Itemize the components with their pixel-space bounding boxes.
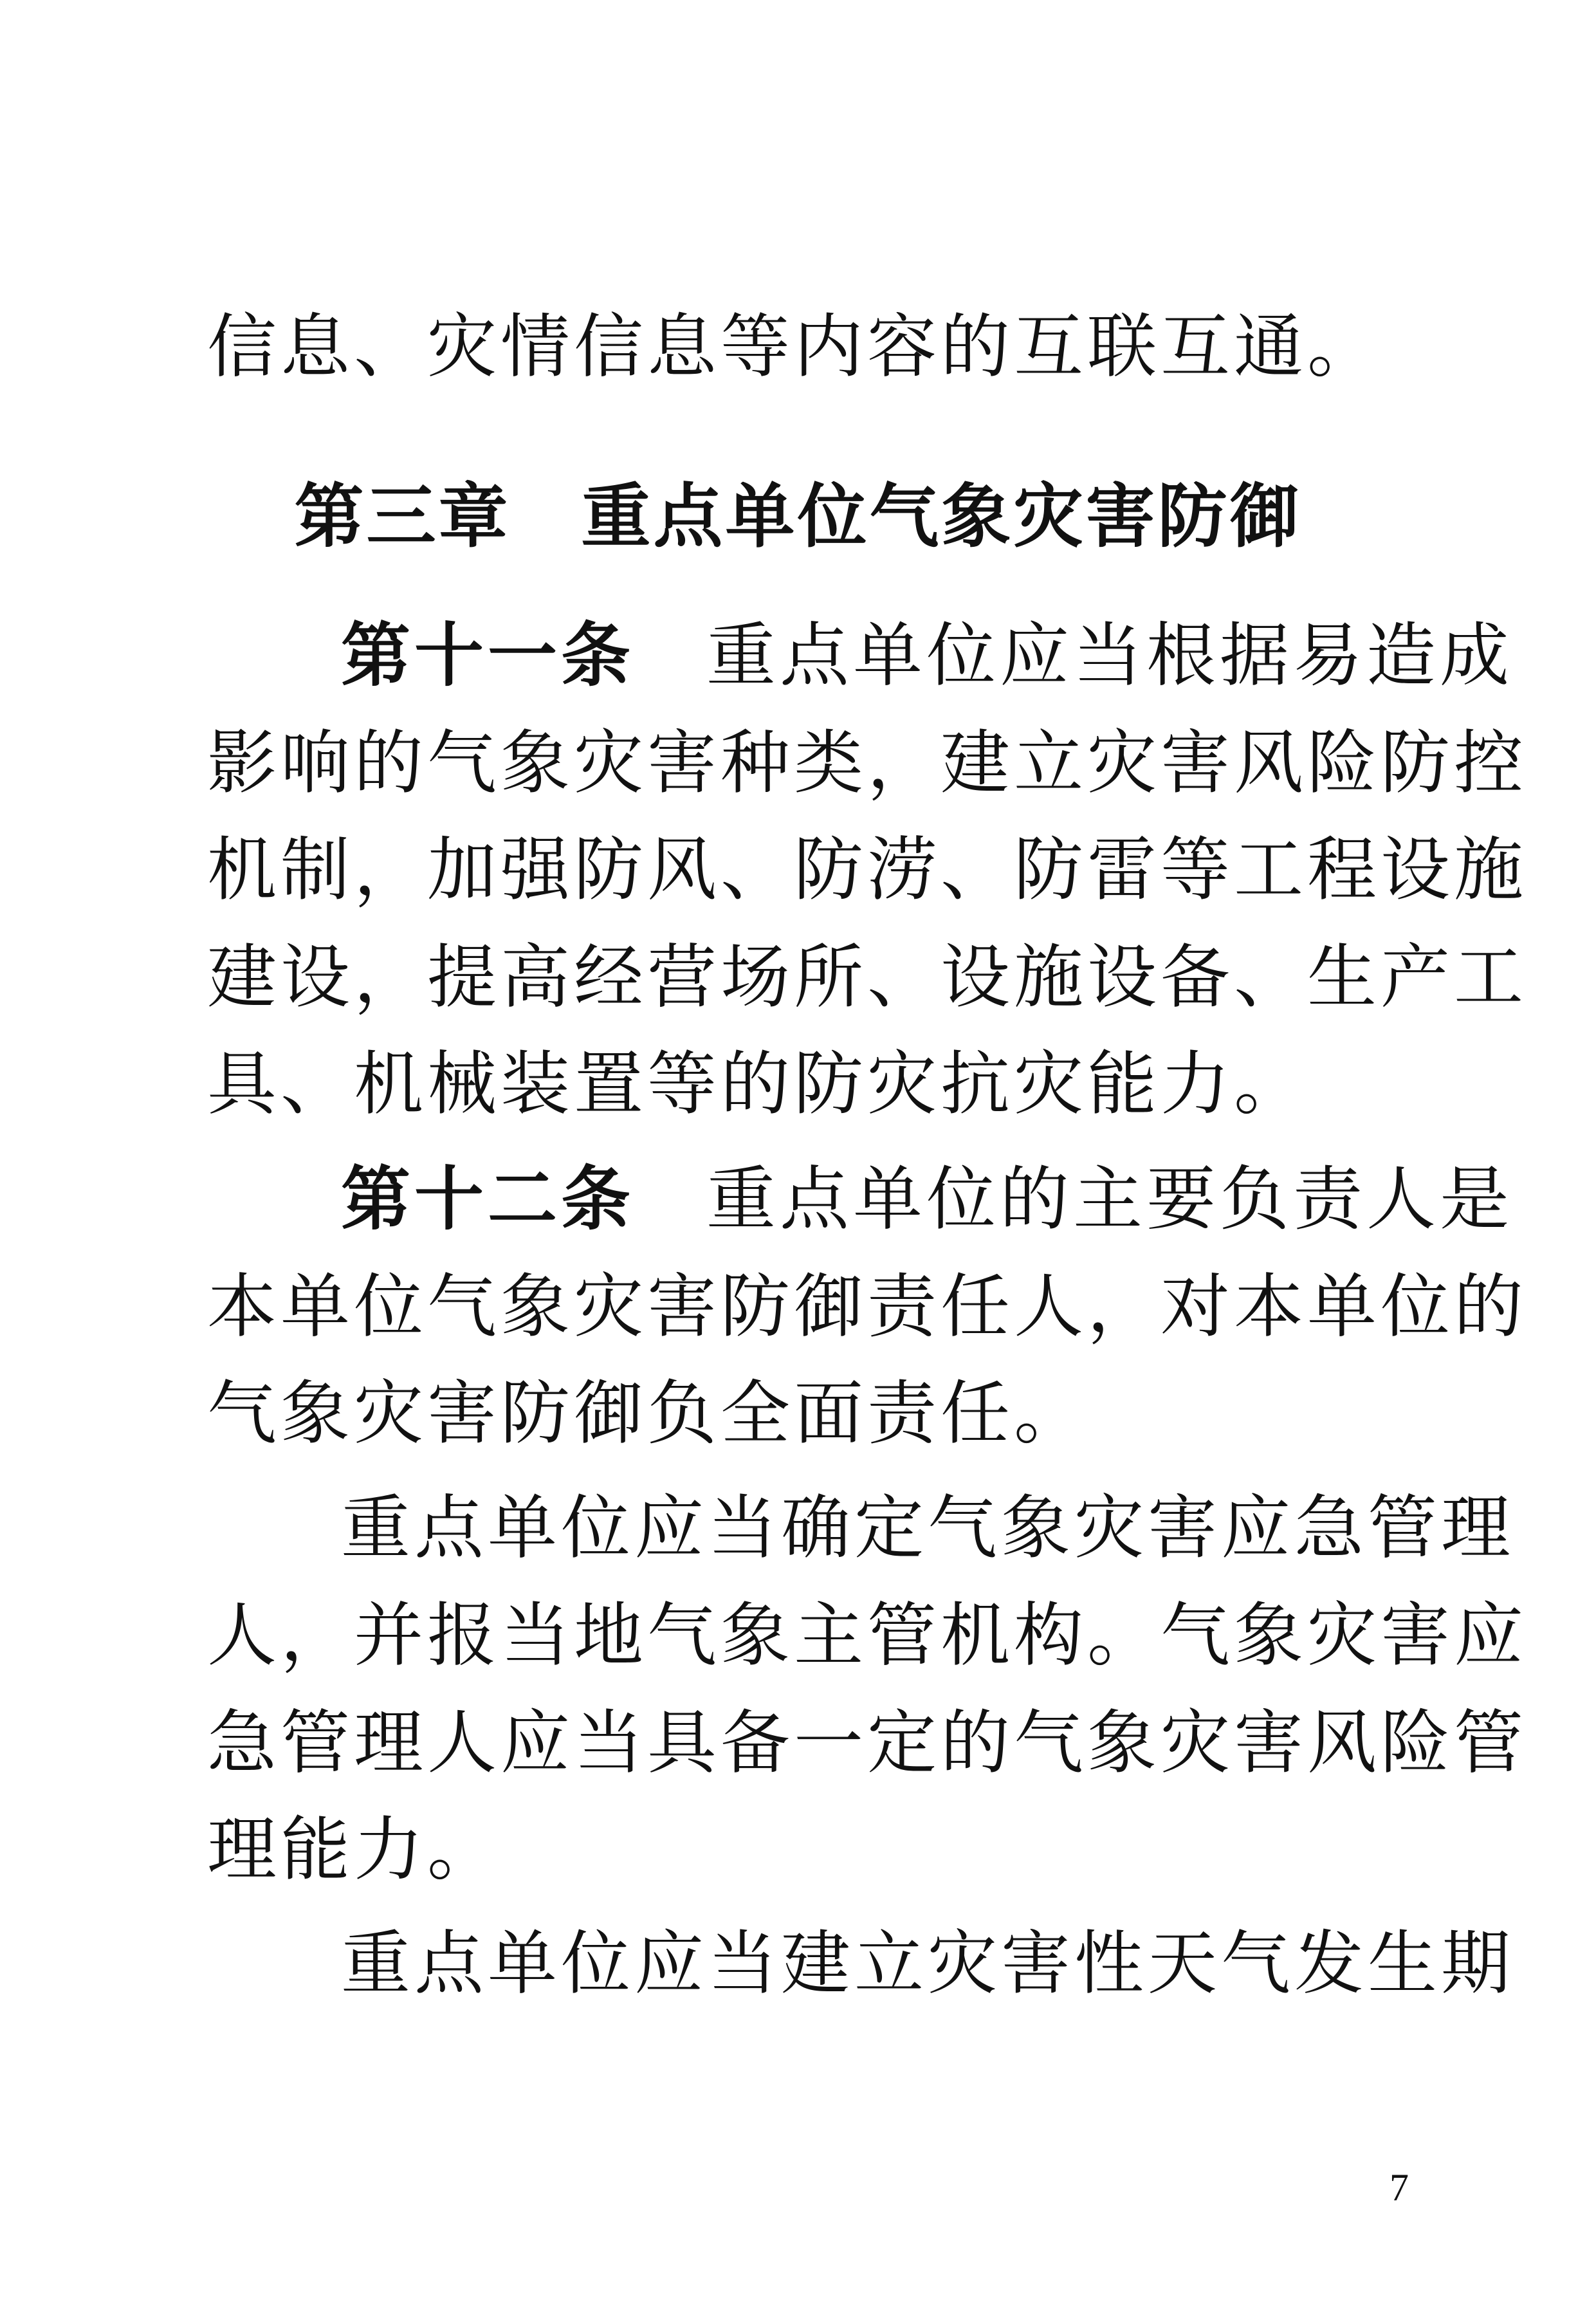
text-line: 具、机械装置等的防灾抗灾能力。 [207,1044,1308,1125]
text-line: 影响的气象灾害种类，建立灾害风险防控 [207,723,1528,804]
article-11-first-line [341,611,1514,701]
chapter-heading [0,472,1596,562]
chapter-title: 重点单位气象灾害防御 [581,477,1302,557]
text-line: 机制，加强防风、防涝、防雷等工程设施 [207,830,1528,910]
text-line: 建设，提高经营场所、设施设备、生产工 [207,937,1528,1018]
page-number: 7 [1390,2166,1409,2209]
text-line: 气象灾害防御负全面责任。 [207,1374,1088,1454]
article-12-text: 重点单位的主要负责人是 [706,1159,1514,1240]
text-line: 重点单位应当建立灾害性天气发生期 [341,1924,1515,2004]
text-line: 理能力。 [207,1810,501,1890]
article-12-label: 第十二条 [341,1159,635,1240]
text-line: 急管理人应当具备一定的气象灾害风险管 [207,1703,1528,1783]
text-line: 信息、灾情信息等内容的互联互通。 [207,307,1381,387]
article-11-text: 重点单位应当根据易造成 [706,616,1514,696]
article-12-first-line [341,1155,1514,1245]
chapter-number: 第三章 [294,477,511,557]
text-line: 重点单位应当确定气象灾害应急管理 [341,1488,1515,1569]
text-line: 人，并报当地气象主管机构。气象灾害应 [207,1596,1528,1676]
article-11-label: 第十一条 [341,616,635,696]
text-line: 本单位气象灾害防御责任人，对本单位的 [207,1267,1528,1347]
